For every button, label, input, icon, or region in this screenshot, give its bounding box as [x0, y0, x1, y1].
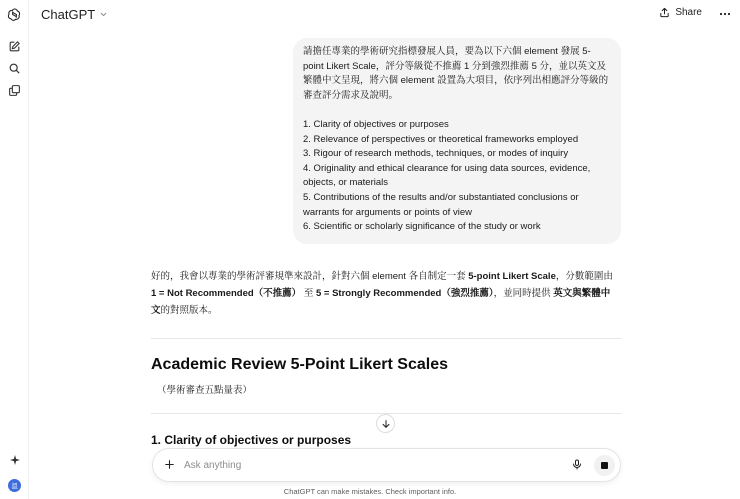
- reply-text: 好的，我會以專業的學術評審規準來設計，針對六個 element 各自制定一套: [151, 271, 469, 282]
- assistant-paragraph-line: [151, 268, 621, 285]
- sparkle-icon[interactable]: [6, 451, 23, 468]
- assistant-paragraph-line: [151, 302, 621, 319]
- reply-heading: Academic Review 5-Point Likert Scales: [151, 356, 449, 373]
- section-heading: 1. Clarity of objectives or purposes: [151, 433, 352, 447]
- user-message-line: objects, or materials: [303, 177, 389, 189]
- user-message-line: 6. Scientific or scholarly significance of the study or work: [303, 221, 541, 233]
- disclaimer: ChatGPT can make mistakes. Check important info.: [283, 487, 457, 496]
- user-message-line: warrants for arguments or points of view: [303, 206, 472, 218]
- model-selector[interactable]: [41, 7, 108, 22]
- user-message-line: 2. Relevance of perspectives or theoretical frameworks employed: [303, 133, 579, 145]
- dictate-button[interactable]: [571, 458, 583, 476]
- library-icon[interactable]: [6, 82, 23, 99]
- user-message-line: 請擔任專業的學術研究指標發展人員，要為以下六個 element 發展 5-: [303, 46, 591, 57]
- reply-text: ，並同時提供: [493, 288, 554, 299]
- attach-button[interactable]: [163, 458, 176, 476]
- reply-bold: 5-point Likert Scale: [468, 271, 556, 282]
- assistant-message: [151, 268, 621, 319]
- search-icon[interactable]: [6, 60, 23, 77]
- user-message-line: 審查評分需求及說明。: [303, 89, 399, 101]
- user-message-line: 5. Contributions of the results and/or substantiated conclusions or: [303, 191, 579, 203]
- divider: [151, 338, 621, 339]
- microphone-icon: [571, 458, 583, 471]
- user-message: [293, 38, 621, 244]
- share-button[interactable]: [659, 7, 702, 18]
- composer: [152, 448, 621, 482]
- reply-text: 的對照版本。: [160, 305, 218, 316]
- stop-icon: [601, 462, 608, 469]
- user-message-line: 4. Originality and ethical clearance for using data sources, evidence,: [303, 162, 591, 174]
- openai-logo-icon[interactable]: [6, 6, 23, 23]
- reply-text: ，分數範圍由: [555, 271, 613, 282]
- more-dots-icon: [719, 8, 731, 20]
- user-message-line: 繁體中文呈現，將六個 element 設置為大項目，依序列出相應評分等級的: [303, 75, 609, 87]
- share-label: Share: [675, 7, 702, 18]
- user-message-line: 1. Clarity of objectives or purposes: [303, 118, 449, 130]
- reply-bold: 英文與繁體中: [553, 288, 611, 299]
- reply-bold: 文: [151, 305, 161, 316]
- reply-subtitle: （學術審查五點量表）: [157, 385, 253, 396]
- prompt-input[interactable]: [184, 456, 564, 475]
- plus-icon: [163, 458, 176, 471]
- user-message-line: point Likert Scale，評分等級從不推薦 1 分到強烈推薦 5 分，並以英文及: [303, 60, 606, 72]
- reply-bold: 5 = Strongly Recommended（強烈推薦）: [315, 288, 494, 299]
- sidebar: [0, 0, 29, 499]
- assistant-paragraph-line: [151, 285, 621, 302]
- avatar[interactable]: 溫: [8, 479, 21, 492]
- reply-text: 至: [301, 288, 316, 299]
- scroll-to-bottom-button[interactable]: [376, 414, 395, 433]
- top-bar: [29, 0, 740, 30]
- new-chat-icon[interactable]: [6, 38, 23, 55]
- user-message-line: [303, 103, 611, 118]
- user-message-line: 3. Rigour of research methods, techniques, or modes of inquiry: [303, 148, 569, 160]
- share-icon: [659, 7, 670, 18]
- more-options-button[interactable]: [719, 7, 731, 25]
- chevron-down-icon: [99, 10, 108, 19]
- stop-button[interactable]: [594, 455, 615, 476]
- model-name: ChatGPT: [41, 7, 96, 22]
- arrow-down-icon: [381, 419, 391, 429]
- reply-bold: 1 = Not Recommended（不推薦）: [151, 288, 302, 299]
